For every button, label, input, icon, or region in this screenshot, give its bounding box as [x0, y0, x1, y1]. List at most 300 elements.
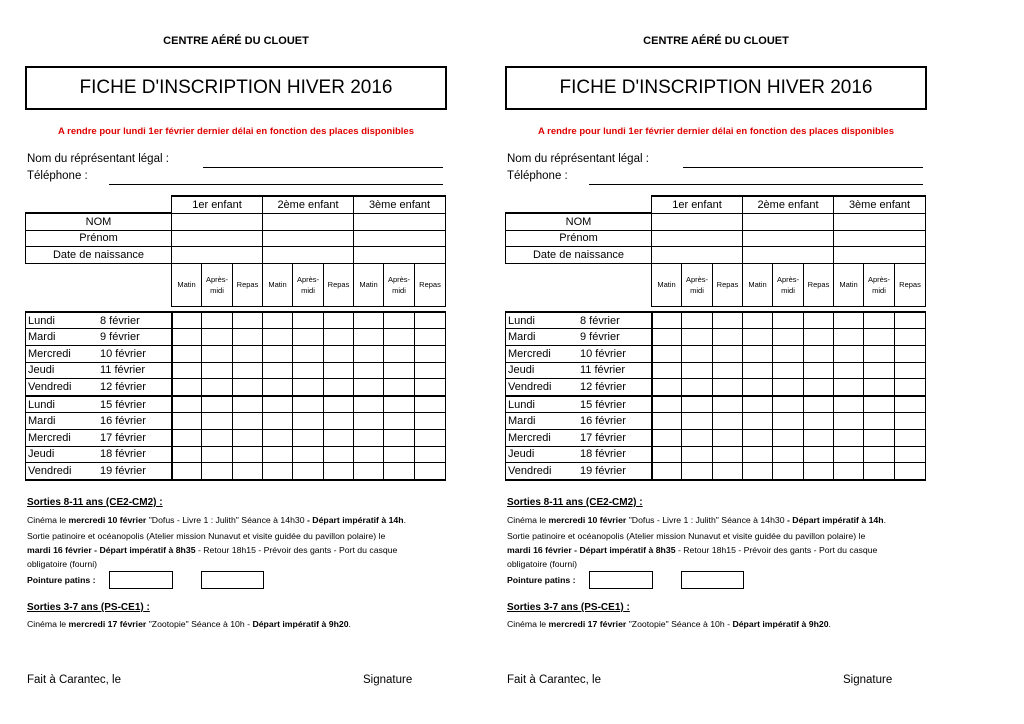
check-cell[interactable] [713, 430, 743, 447]
input-cell[interactable] [263, 247, 354, 264]
input-cell[interactable] [354, 213, 446, 230]
phone-line[interactable] [589, 184, 923, 185]
day-row [26, 346, 446, 363]
row-label-prenom: Prénom [506, 230, 652, 247]
check-cell[interactable] [324, 362, 354, 379]
check-cell[interactable] [202, 463, 233, 480]
check-cell[interactable] [172, 362, 202, 379]
day-row [506, 463, 926, 480]
sub-matin: Matin [354, 263, 384, 306]
check-cell[interactable] [682, 329, 713, 346]
check-cell[interactable] [293, 430, 324, 447]
check-cell[interactable] [804, 312, 834, 329]
check-cell[interactable] [834, 346, 864, 363]
sub-matin: Matin [263, 263, 293, 306]
check-cell[interactable] [743, 362, 773, 379]
pointure-box-2[interactable] [201, 571, 264, 589]
check-cell[interactable] [263, 312, 293, 329]
check-cell[interactable] [354, 312, 384, 329]
pointure-label: Pointure patins : [507, 575, 576, 585]
check-cell[interactable] [834, 329, 864, 346]
input-cell[interactable] [263, 230, 354, 247]
day-name: Lundi [28, 398, 55, 411]
registration-form-left [25, 0, 447, 724]
check-cell[interactable] [773, 413, 804, 430]
sub-apres-midi: Après-midi [864, 263, 895, 306]
input-cell[interactable] [743, 213, 834, 230]
check-cell[interactable] [743, 430, 773, 447]
input-cell[interactable] [834, 230, 926, 247]
signature-label: Signature [363, 674, 413, 686]
check-cell[interactable] [172, 346, 202, 363]
day-row [506, 446, 926, 463]
input-cell[interactable] [172, 247, 263, 264]
check-cell[interactable] [743, 379, 773, 396]
check-cell[interactable] [895, 430, 926, 447]
input-cell[interactable] [172, 213, 263, 230]
check-cell[interactable] [384, 463, 415, 480]
check-cell[interactable] [864, 463, 895, 480]
row-label-birthdate: Date de naissance [26, 247, 172, 264]
check-cell[interactable] [895, 329, 926, 346]
input-cell[interactable] [743, 247, 834, 264]
check-cell[interactable] [384, 396, 415, 413]
day-date: 8 février [100, 314, 140, 327]
check-cell[interactable] [864, 312, 895, 329]
check-cell[interactable] [804, 446, 834, 463]
check-cell[interactable] [834, 430, 864, 447]
day-row [506, 329, 926, 346]
day-row [26, 396, 446, 413]
check-cell[interactable] [293, 413, 324, 430]
input-cell[interactable] [652, 247, 743, 264]
check-cell[interactable] [864, 430, 895, 447]
sorties-3-7-title: Sorties 3-7 ans (PS-CE1) : [507, 602, 630, 613]
sub-apres-midi: Après-midi [384, 263, 415, 306]
check-cell[interactable] [415, 346, 446, 363]
day-row [26, 463, 446, 480]
day-name: Lundi [508, 398, 535, 411]
check-cell[interactable] [324, 463, 354, 480]
day-row [26, 430, 446, 447]
sub-repas: Repas [804, 263, 834, 306]
sortie-cinema-3-7: Cinéma le mercredi 17 février "Zootopie" Séance à 10h - Départ impératif à 9h20. [507, 619, 831, 629]
check-cell[interactable] [202, 379, 233, 396]
check-cell[interactable] [652, 312, 682, 329]
check-cell[interactable] [233, 463, 263, 480]
check-cell[interactable] [895, 463, 926, 480]
form-title: FICHE D'INSCRIPTION HIVER 2016 [505, 66, 927, 110]
check-cell[interactable] [415, 430, 446, 447]
day-row [506, 379, 926, 396]
day-date: 9 février [100, 331, 140, 344]
check-cell[interactable] [773, 430, 804, 447]
day-name: Lundi [508, 314, 535, 327]
fait-a-carantec: Fait à Carantec, le [507, 674, 601, 686]
check-cell[interactable] [415, 413, 446, 430]
check-cell[interactable] [713, 329, 743, 346]
day-row [506, 362, 926, 379]
check-cell[interactable] [263, 413, 293, 430]
sub-repas: Repas [324, 263, 354, 306]
day-date: 18 février [100, 448, 146, 461]
check-cell[interactable] [804, 329, 834, 346]
day-date: 17 février [100, 431, 146, 444]
check-cell[interactable] [293, 329, 324, 346]
day-name: Mercredi [508, 347, 551, 360]
check-cell[interactable] [804, 396, 834, 413]
check-cell[interactable] [263, 346, 293, 363]
day-name: Mardi [28, 331, 56, 344]
row-label-birthdate: Date de naissance [506, 247, 652, 264]
check-cell[interactable] [354, 446, 384, 463]
check-cell[interactable] [415, 362, 446, 379]
check-cell[interactable] [773, 346, 804, 363]
input-cell[interactable] [354, 247, 446, 264]
check-cell[interactable] [263, 396, 293, 413]
input-cell[interactable] [263, 213, 354, 230]
check-cell[interactable] [652, 379, 682, 396]
check-cell[interactable] [233, 312, 263, 329]
check-cell[interactable] [743, 396, 773, 413]
day-row [26, 379, 446, 396]
input-cell[interactable] [652, 230, 743, 247]
check-cell[interactable] [293, 396, 324, 413]
check-cell[interactable] [743, 446, 773, 463]
center-name: CENTRE AÉRÉ DU CLOUET [643, 35, 789, 47]
row-label-prenom: Prénom [26, 230, 172, 247]
check-cell[interactable] [293, 379, 324, 396]
check-cell[interactable] [773, 396, 804, 413]
check-cell[interactable] [202, 446, 233, 463]
check-cell[interactable] [202, 329, 233, 346]
legal-rep-line[interactable] [683, 167, 923, 168]
check-cell[interactable] [713, 413, 743, 430]
day-name: Jeudi [28, 364, 55, 377]
check-cell[interactable] [293, 446, 324, 463]
check-cell[interactable] [384, 446, 415, 463]
day-date: 19 février [580, 465, 626, 478]
check-cell[interactable] [415, 329, 446, 346]
check-cell[interactable] [682, 362, 713, 379]
check-cell[interactable] [233, 430, 263, 447]
check-cell[interactable] [895, 446, 926, 463]
check-cell[interactable] [864, 379, 895, 396]
legal-rep-line[interactable] [203, 167, 443, 168]
day-name: Vendredi [28, 381, 72, 394]
check-cell[interactable] [834, 379, 864, 396]
check-cell[interactable] [202, 413, 233, 430]
check-cell[interactable] [415, 463, 446, 480]
sortie-patinoire: Sortie patinoire et océanopolis (Atelier mission Nunavut et visite guidée du pavillon polaire) le mardi 16 février - Départ impératif à 8h35 - Retour 18h15 - Prévoir des gants - Port du casque obligatoire (fourni) [507, 531, 878, 569]
check-cell[interactable] [293, 463, 324, 480]
check-cell[interactable] [233, 329, 263, 346]
child-2-header: 2ème enfant [743, 196, 834, 213]
check-cell[interactable] [713, 446, 743, 463]
check-cell[interactable] [354, 379, 384, 396]
check-cell[interactable] [202, 396, 233, 413]
input-cell[interactable] [652, 213, 743, 230]
check-cell[interactable] [682, 312, 713, 329]
check-cell[interactable] [263, 379, 293, 396]
sub-apres-midi: Après-midi [293, 263, 324, 306]
check-cell[interactable] [682, 413, 713, 430]
check-cell[interactable] [834, 362, 864, 379]
day-row [26, 446, 446, 463]
check-cell[interactable] [895, 379, 926, 396]
signature-label: Signature [843, 674, 893, 686]
day-row [506, 312, 926, 329]
check-cell[interactable] [384, 413, 415, 430]
check-cell[interactable] [324, 413, 354, 430]
sorties-8-11-title: Sorties 8-11 ans (CE2-CM2) : [27, 497, 163, 508]
check-cell[interactable] [263, 329, 293, 346]
check-cell[interactable] [354, 463, 384, 480]
day-name: Mercredi [28, 431, 71, 444]
check-cell[interactable] [773, 446, 804, 463]
check-cell[interactable] [384, 346, 415, 363]
check-cell[interactable] [324, 312, 354, 329]
check-cell[interactable] [324, 446, 354, 463]
check-cell[interactable] [895, 312, 926, 329]
check-cell[interactable] [324, 379, 354, 396]
day-name: Mardi [508, 331, 536, 344]
sub-matin: Matin [652, 263, 682, 306]
check-cell[interactable] [384, 362, 415, 379]
check-cell[interactable] [652, 430, 682, 447]
attendance-table [505, 195, 926, 481]
check-cell[interactable] [172, 312, 202, 329]
check-cell[interactable] [324, 396, 354, 413]
input-cell[interactable] [743, 230, 834, 247]
child-1-header: 1er enfant [172, 196, 263, 213]
check-cell[interactable] [804, 430, 834, 447]
check-cell[interactable] [652, 463, 682, 480]
deadline-notice: A rendre pour lundi 1er février dernier délai en fonction des places disponibles [58, 126, 414, 137]
day-name: Mercredi [508, 431, 551, 444]
check-cell[interactable] [324, 329, 354, 346]
input-cell[interactable] [354, 230, 446, 247]
check-cell[interactable] [384, 329, 415, 346]
check-cell[interactable] [354, 430, 384, 447]
check-cell[interactable] [652, 329, 682, 346]
day-date: 11 février [100, 364, 146, 377]
phone-line[interactable] [109, 184, 443, 185]
check-cell[interactable] [415, 312, 446, 329]
check-cell[interactable] [834, 312, 864, 329]
check-cell[interactable] [834, 446, 864, 463]
check-cell[interactable] [202, 430, 233, 447]
day-date: 12 février [580, 381, 626, 394]
check-cell[interactable] [324, 346, 354, 363]
check-cell[interactable] [354, 329, 384, 346]
check-cell[interactable] [713, 346, 743, 363]
day-date: 10 février [580, 347, 626, 360]
day-date: 16 février [580, 415, 626, 428]
check-cell[interactable] [172, 413, 202, 430]
check-cell[interactable] [804, 463, 834, 480]
check-cell[interactable] [293, 312, 324, 329]
check-cell[interactable] [202, 362, 233, 379]
check-cell[interactable] [415, 396, 446, 413]
check-cell[interactable] [743, 312, 773, 329]
fait-a-carantec: Fait à Carantec, le [27, 674, 121, 686]
sub-apres-midi: Après-midi [202, 263, 233, 306]
check-cell[interactable] [682, 346, 713, 363]
sorties-8-11-title: Sorties 8-11 ans (CE2-CM2) : [507, 497, 643, 508]
day-name: Vendredi [508, 381, 552, 394]
input-cell[interactable] [834, 213, 926, 230]
check-cell[interactable] [834, 413, 864, 430]
check-cell[interactable] [172, 329, 202, 346]
check-cell[interactable] [895, 396, 926, 413]
day-name: Lundi [28, 314, 55, 327]
check-cell[interactable] [415, 379, 446, 396]
sub-matin: Matin [743, 263, 773, 306]
check-cell[interactable] [804, 379, 834, 396]
deadline-notice: A rendre pour lundi 1er février dernier délai en fonction des places disponibles [538, 126, 894, 137]
check-cell[interactable] [773, 362, 804, 379]
check-cell[interactable] [233, 413, 263, 430]
day-date: 18 février [580, 448, 626, 461]
input-cell[interactable] [172, 230, 263, 247]
check-cell[interactable] [864, 362, 895, 379]
day-row [506, 346, 926, 363]
check-cell[interactable] [864, 329, 895, 346]
check-cell[interactable] [354, 396, 384, 413]
check-cell[interactable] [864, 346, 895, 363]
sortie-cinema-8-11: Cinéma le mercredi 10 février "Dofus - Livre 1 : Julith" Séance à 14h30 - Départ impératif à 14h. [507, 515, 886, 525]
check-cell[interactable] [415, 446, 446, 463]
check-cell[interactable] [384, 312, 415, 329]
check-cell[interactable] [713, 463, 743, 480]
check-cell[interactable] [233, 346, 263, 363]
check-cell[interactable] [652, 413, 682, 430]
check-cell[interactable] [233, 379, 263, 396]
check-cell[interactable] [864, 396, 895, 413]
check-cell[interactable] [682, 379, 713, 396]
check-cell[interactable] [773, 463, 804, 480]
check-cell[interactable] [233, 446, 263, 463]
check-cell[interactable] [354, 413, 384, 430]
sub-repas: Repas [895, 263, 926, 306]
check-cell[interactable] [864, 413, 895, 430]
day-row [506, 396, 926, 413]
day-row [26, 329, 446, 346]
check-cell[interactable] [773, 329, 804, 346]
check-cell[interactable] [834, 463, 864, 480]
registration-form-right [505, 0, 927, 724]
sortie-patinoire: Sortie patinoire et océanopolis (Atelier mission Nunavut et visite guidée du pavillon polaire) le mardi 16 février - Départ impératif à 8h35 - Retour 18h15 - Prévoir des gants - Port du casque obligatoire (fourni) [27, 531, 398, 569]
check-cell[interactable] [743, 413, 773, 430]
sub-apres-midi: Après-midi [682, 263, 713, 306]
check-cell[interactable] [834, 396, 864, 413]
check-cell[interactable] [804, 413, 834, 430]
day-date: 11 février [580, 364, 626, 377]
check-cell[interactable] [652, 396, 682, 413]
check-cell[interactable] [172, 396, 202, 413]
attendance-table [25, 195, 446, 481]
form-title: FICHE D'INSCRIPTION HIVER 2016 [25, 66, 447, 110]
check-cell[interactable] [293, 362, 324, 379]
check-cell[interactable] [202, 312, 233, 329]
check-cell[interactable] [895, 362, 926, 379]
child-3-header: 3ème enfant [354, 196, 446, 213]
sortie-cinema-8-11: Cinéma le mercredi 10 février "Dofus - Livre 1 : Julith" Séance à 14h30 - Départ impératif à 14h. [27, 515, 406, 525]
check-cell[interactable] [263, 430, 293, 447]
check-cell[interactable] [804, 362, 834, 379]
check-cell[interactable] [293, 346, 324, 363]
day-name: Jeudi [508, 448, 535, 461]
check-cell[interactable] [354, 346, 384, 363]
check-cell[interactable] [743, 463, 773, 480]
check-cell[interactable] [172, 463, 202, 480]
check-cell[interactable] [682, 463, 713, 480]
check-cell[interactable] [713, 396, 743, 413]
day-row [26, 362, 446, 379]
check-cell[interactable] [652, 446, 682, 463]
check-cell[interactable] [682, 430, 713, 447]
check-cell[interactable] [682, 446, 713, 463]
check-cell[interactable] [682, 396, 713, 413]
check-cell[interactable] [172, 446, 202, 463]
check-cell[interactable] [713, 379, 743, 396]
pointure-box-1[interactable] [589, 571, 653, 589]
sortie-cinema-3-7: Cinéma le mercredi 17 février "Zootopie" Séance à 10h - Départ impératif à 9h20. [27, 619, 351, 629]
check-cell[interactable] [202, 346, 233, 363]
check-cell[interactable] [773, 379, 804, 396]
check-cell[interactable] [773, 312, 804, 329]
check-cell[interactable] [233, 362, 263, 379]
sub-repas: Repas [415, 263, 446, 306]
check-cell[interactable] [172, 430, 202, 447]
check-cell[interactable] [895, 413, 926, 430]
day-date: 9 février [580, 331, 620, 344]
check-cell[interactable] [384, 379, 415, 396]
check-cell[interactable] [263, 463, 293, 480]
day-date: 19 février [100, 465, 146, 478]
check-cell[interactable] [354, 362, 384, 379]
sub-matin: Matin [834, 263, 864, 306]
pointure-box-1[interactable] [109, 571, 173, 589]
check-cell[interactable] [263, 362, 293, 379]
check-cell[interactable] [652, 346, 682, 363]
day-date: 8 février [580, 314, 620, 327]
check-cell[interactable] [172, 379, 202, 396]
sub-repas: Repas [233, 263, 263, 306]
check-cell[interactable] [263, 446, 293, 463]
check-cell[interactable] [384, 430, 415, 447]
day-date: 10 février [100, 347, 146, 360]
check-cell[interactable] [713, 362, 743, 379]
check-cell[interactable] [804, 346, 834, 363]
input-cell[interactable] [834, 247, 926, 264]
pointure-box-2[interactable] [681, 571, 744, 589]
check-cell[interactable] [743, 329, 773, 346]
day-row [506, 413, 926, 430]
check-cell[interactable] [743, 346, 773, 363]
check-cell[interactable] [652, 362, 682, 379]
day-name: Vendredi [508, 465, 552, 478]
day-name: Jeudi [28, 448, 55, 461]
day-name: Mardi [508, 415, 536, 428]
day-name: Mercredi [28, 347, 71, 360]
check-cell[interactable] [895, 346, 926, 363]
check-cell[interactable] [864, 446, 895, 463]
check-cell[interactable] [233, 396, 263, 413]
check-cell[interactable] [713, 312, 743, 329]
check-cell[interactable] [324, 430, 354, 447]
